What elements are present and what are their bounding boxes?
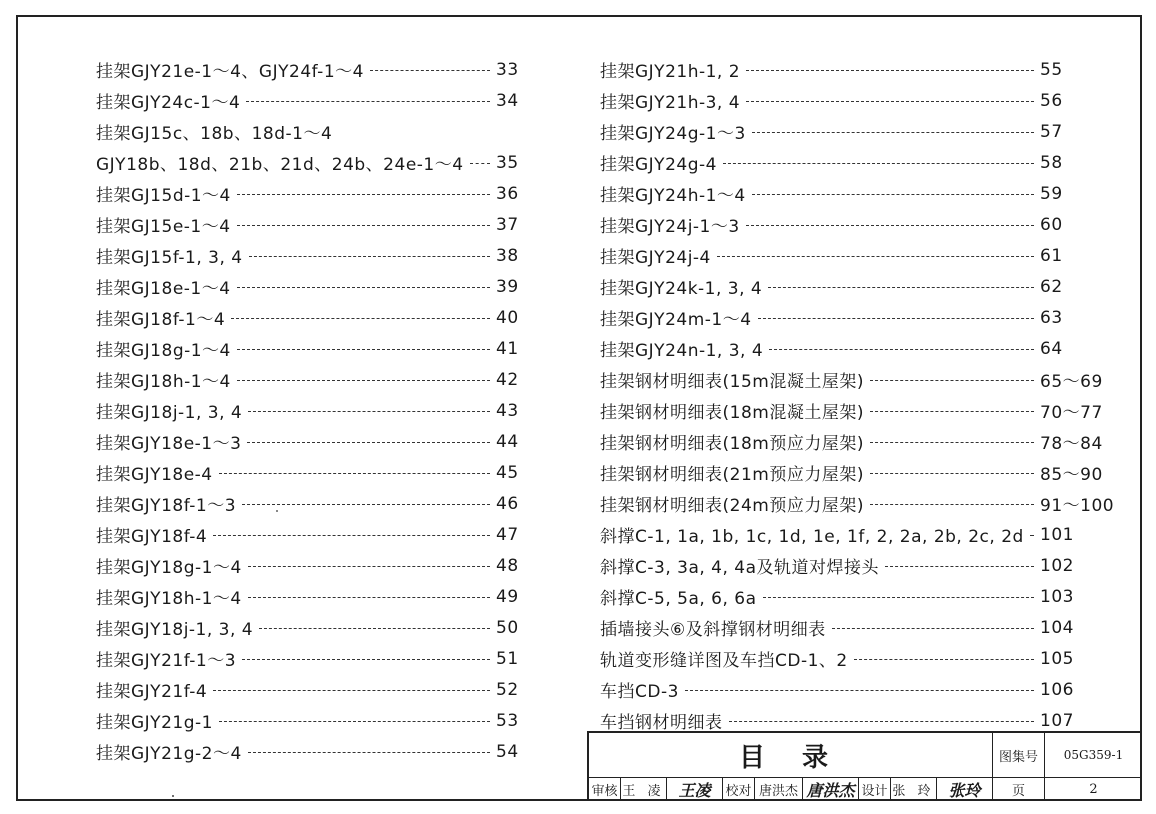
dot-leader [885,566,1034,567]
toc-entry-page: 45 [496,462,519,483]
dot-leader [248,597,490,598]
speck [172,795,174,797]
toc-entry-title: 挂架GJY24j-1～3 [600,217,740,237]
toc-entry-title: 挂架钢材明细表(18m混凝土屋架) [600,403,864,423]
dot-leader [242,659,490,660]
toc-entry-title: 车挡CD-3 [600,682,679,702]
toc-entry [96,519,519,550]
toc-entry [96,209,519,240]
dot-leader [237,225,490,226]
title-block-signature-row [589,778,1142,801]
toc-entry-title: 挂架GJY21h-1, 2 [600,62,741,82]
toc-entry-page: 47 [496,524,519,545]
toc-entry-title: 挂架GJY24g-4 [600,155,717,175]
dot-leader [213,690,490,691]
toc-entry [600,333,1110,364]
toc-entry-title: 挂架GJY21h-3, 4 [600,93,741,113]
toc-entry [600,550,1110,581]
toc-entry-page: 85～90 [1040,465,1103,485]
toc-entry [600,209,1110,240]
toc-entry [600,519,1110,550]
dot-leader [231,318,490,319]
designer-signature: 张玲 [937,778,993,801]
toc-entry [96,302,519,333]
toc-entry-title: 挂架钢材明细表(24m预应力屋架) [600,496,864,516]
toc-entry [96,271,519,302]
toc-entry-page: 42 [496,369,519,390]
toc-entry-page: 53 [496,710,519,731]
dot-leader [723,163,1034,164]
toc-entry-title: 轨道变形缝详图及车挡CD-1、2 [600,651,848,671]
toc-entry-page: 40 [496,307,519,328]
toc-entry-title: 挂架GJY21g-1 [96,713,213,733]
title-block-top-row [589,733,1142,778]
toc-entry-title: 挂架GJY18e-1～3 [96,434,242,454]
toc-entry [96,178,519,209]
toc-entry-title: 挂架GJY18f-1～3 [96,496,237,516]
toc-entry-title: 挂架GJ15d-1～4 [96,186,231,206]
toc-entry-page: 107 [1040,710,1074,731]
toc-entry [600,178,1110,209]
toc-entry [600,643,1110,674]
designer-name: 张 玲 [891,778,937,801]
toc-entry-page: 43 [496,400,519,421]
toc-entry [600,116,1110,147]
toc-entry-title: 挂架GJY24c-1～4 [96,93,241,113]
toc-entry [96,550,519,581]
toc-entry-page: 91～100 [1040,496,1115,516]
design-label: 设计 [859,778,891,801]
toc-entry [600,271,1110,302]
toc-entry-title: 挂架GJY18f-4 [96,527,208,547]
dot-leader [729,721,1035,722]
toc-entry-title: 挂架GJ15c、18b、18d-1～4 [96,124,333,144]
toc-entry-page: 34 [496,90,519,111]
toc-entry-title: 挂架GJY24j-4 [600,248,711,268]
dot-leader [370,70,490,71]
toc-entry [600,395,1110,426]
toc-entry [96,457,519,488]
toc-entry-page: 48 [496,555,519,576]
toc-entry [96,240,519,271]
dot-leader [685,690,1034,691]
dot-leader [247,442,490,443]
toc-entry [96,643,519,674]
toc-entry-page: 51 [496,648,519,669]
toc-entry-page: 37 [496,214,519,235]
checker-signature: 唐洪杰 [803,778,859,801]
document-title: 目 录 [589,733,993,777]
dot-leader [763,597,1034,598]
dot-leader [870,411,1034,412]
dot-leader [832,628,1034,629]
title-block [587,731,1142,801]
toc-entry [96,364,519,395]
toc-entry-page: 36 [496,183,519,204]
toc-entry [600,426,1110,457]
toc-right-column [600,54,1115,736]
toc-entry-title: 挂架钢材明细表(15m混凝土屋架) [600,372,864,392]
toc-entry-title: GJY18b、18d、21b、21d、24b、24e-1～4 [96,155,464,175]
check-label: 校对 [723,778,755,801]
toc-entry-title: 挂架GJY24h-1～4 [600,186,746,206]
toc-entry [96,54,519,85]
toc-entry-page: 57 [1040,121,1063,142]
dot-leader [470,163,490,164]
toc-entry-title: 挂架GJY18e-4 [96,465,213,485]
dot-leader [259,628,490,629]
toc-entry-page: 65～69 [1040,372,1103,392]
toc-entry-page: 78～84 [1040,434,1103,454]
toc-entry-page: 52 [496,679,519,700]
reviewer-name: 王 凌 [621,778,667,801]
toc-entry [600,674,1110,705]
toc-entry [96,581,519,612]
toc-entry-page: 58 [1040,152,1063,173]
dot-leader [769,349,1034,350]
toc-entry [96,736,519,767]
toc-entry-title: 插墙接头⑥及斜撑钢材明细表 [600,620,826,640]
dot-leader [746,101,1034,102]
toc-entry-page: 59 [1040,183,1063,204]
toc-entry-title: 挂架GJY18j-1, 3, 4 [96,620,254,640]
toc-entry [96,116,516,147]
toc-entry-page: 104 [1040,617,1074,638]
toc-entry-title: 挂架GJY21g-2～4 [96,744,242,764]
toc-entry-title: 挂架GJY24k-1, 3, 4 [600,279,763,299]
dot-leader [246,101,490,102]
toc-entry-title: 挂架GJY21e-1～4、GJY24f-1～4 [96,62,364,82]
toc-entry [600,147,1110,178]
toc-entry-page: 33 [496,59,519,80]
toc-entry-title: 挂架GJY21f-4 [96,682,208,702]
toc-entry-title: 挂架GJ18j-1, 3, 4 [96,403,243,423]
dot-leader [752,194,1034,195]
atlas-number-value: 05G359-1 [1063,748,1124,762]
toc-entry [96,488,519,519]
dot-leader [249,256,490,257]
dot-leader [746,225,1034,226]
dot-leader [717,256,1034,257]
dot-leader [758,318,1034,319]
toc-entry-page: 60 [1040,214,1063,235]
toc-entry-page: 63 [1040,307,1063,328]
toc-entry [600,488,1115,519]
toc-entry-page: 64 [1040,338,1063,359]
toc-entry [600,364,1110,395]
toc-entry-title: 斜撑C-3, 3a, 4, 4a及轨道对焊接头 [600,558,880,578]
toc-entry [600,581,1110,612]
toc-entry-title: 挂架GJY18h-1～4 [96,589,242,609]
dot-leader [237,194,490,195]
dot-leader [219,473,490,474]
dot-leader [870,504,1034,505]
toc-entry-title: 挂架GJY24n-1, 3, 4 [600,341,764,361]
toc-entry-page: 70～77 [1040,403,1103,423]
dot-leader [248,411,490,412]
toc-entry-title: 挂架GJ18h-1～4 [96,372,231,392]
dot-leader [237,380,490,381]
toc-entry [96,147,519,178]
toc-entry-page: 101 [1040,524,1074,545]
dot-leader [213,535,490,536]
toc-entry [96,426,519,457]
toc-entry-title: 挂架GJ18g-1～4 [96,341,231,361]
checker-name: 唐洪杰 [755,778,803,801]
toc-entry-page: 41 [496,338,519,359]
dot-leader [248,566,490,567]
toc-entry-page: 103 [1040,586,1074,607]
toc-entry [96,674,519,705]
toc-entry-title: 挂架GJ15e-1～4 [96,217,231,237]
toc-entry-page: 102 [1040,555,1074,576]
toc-entry [600,612,1110,643]
toc-entry-title: 斜撑C-5, 5a, 6, 6a [600,589,757,609]
toc-entry-title: 斜撑C-1, 1a, 1b, 1c, 1d, 1e, 1f, 2, 2a, 2b, 2c, 2d [600,527,1024,547]
toc-entry [96,612,519,643]
toc-entry-page: 55 [1040,59,1063,80]
toc-entry-title: 挂架GJ15f-1, 3, 4 [96,248,243,268]
review-label: 审核 [589,778,621,801]
toc-entry [600,302,1110,333]
reviewer-signature: 王凌 [667,778,723,801]
toc-entry-page: 46 [496,493,519,514]
toc-entry-page: 35 [496,152,519,173]
toc-entry [600,240,1110,271]
toc-entry-title: 挂架GJ18f-1～4 [96,310,226,330]
toc-entry [96,333,519,364]
dot-leader [870,380,1034,381]
toc-entry-title: 挂架钢材明细表(18m预应力屋架) [600,434,864,454]
dot-leader [219,721,490,722]
toc-entry-page: 49 [496,586,519,607]
toc-entry-title: 挂架GJ18e-1～4 [96,279,231,299]
page-label: 页 [993,778,1045,801]
dot-leader [768,287,1034,288]
toc-entry-title: 挂架GJY24m-1～4 [600,310,752,330]
toc-entry-title: 车挡钢材明细表 [600,713,723,733]
toc-entry [96,705,519,736]
toc-entry-page: 38 [496,245,519,266]
toc-entry-page: 61 [1040,245,1063,266]
toc-entry [96,395,519,426]
toc-entry [600,54,1110,85]
toc-entry-page: 62 [1040,276,1063,297]
toc-entry [600,457,1110,488]
toc-entry-page: 44 [496,431,519,452]
toc-entry-title: 挂架GJY18g-1～4 [96,558,242,578]
dot-leader [854,659,1034,660]
toc-entry-page: 50 [496,617,519,638]
dot-leader [746,70,1034,71]
dot-leader [242,504,490,505]
toc-entry-page: 105 [1040,648,1074,669]
toc-entry-title: 挂架钢材明细表(21m预应力屋架) [600,465,864,485]
toc-entry-page: 39 [496,276,519,297]
toc-entry-page: 54 [496,741,519,762]
dot-leader [1030,535,1034,536]
dot-leader [237,287,490,288]
toc-left-column [96,54,519,767]
toc-entry [600,85,1110,116]
dot-leader [870,442,1034,443]
dot-leader [870,473,1034,474]
page-number: 2 [1089,782,1098,797]
dot-leader [248,752,490,753]
toc-entry-page: 106 [1040,679,1074,700]
toc-entry-title: 挂架GJY21f-1～3 [96,651,237,671]
atlas-number-label: 图集号 [993,733,1045,777]
toc-entry-page: 56 [1040,90,1063,111]
dot-leader [752,132,1034,133]
toc-entry-title: 挂架GJY24g-1～3 [600,124,746,144]
toc-entry [96,85,519,116]
dot-leader [237,349,490,350]
